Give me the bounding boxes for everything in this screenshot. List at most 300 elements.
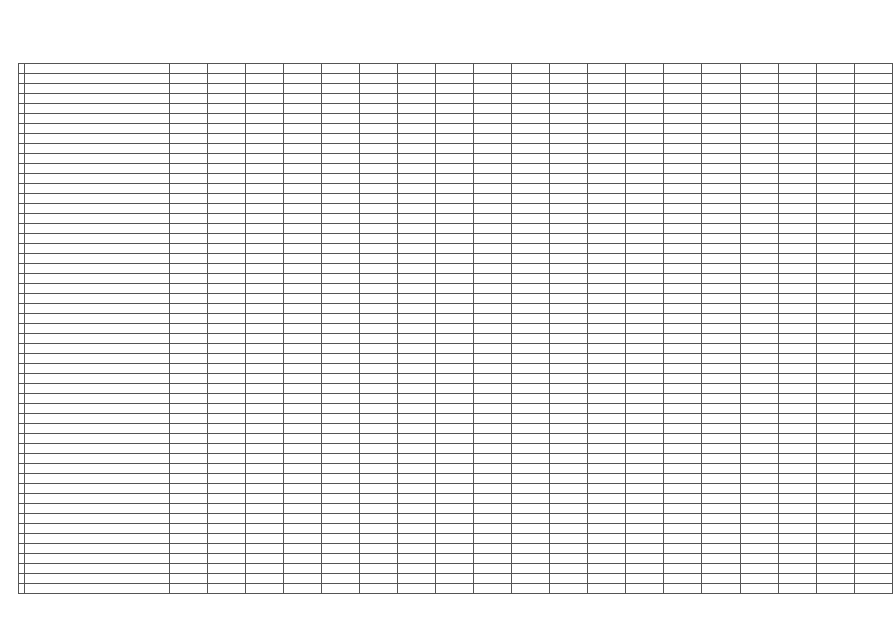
- table-cell: [550, 84, 588, 94]
- table-cell: [436, 124, 474, 134]
- table-cell: [207, 344, 245, 354]
- table-cell: [740, 294, 778, 304]
- table-row: [19, 364, 893, 374]
- column-number: [664, 64, 702, 74]
- table-cell: [626, 474, 664, 484]
- table-cell: [816, 74, 854, 84]
- table-cell: [245, 384, 283, 394]
- table-cell: [283, 304, 321, 314]
- table-cell: [436, 554, 474, 564]
- table-cell: [397, 324, 435, 334]
- table-cell: [512, 334, 550, 344]
- table-cell: [207, 334, 245, 344]
- table-cell: [359, 404, 397, 414]
- table-cell: [283, 114, 321, 124]
- table-cell: [512, 204, 550, 214]
- table-cell: [25, 554, 169, 564]
- table-cell: [816, 304, 854, 314]
- table-cell: [854, 294, 892, 304]
- table-cell: [359, 84, 397, 94]
- table-cell: [664, 214, 702, 224]
- table-cell: [321, 494, 359, 504]
- table-cell: [740, 454, 778, 464]
- table-cell: [207, 234, 245, 244]
- table-cell: [854, 384, 892, 394]
- table-cell: [664, 124, 702, 134]
- table-cell: [436, 384, 474, 394]
- table-cell: [245, 84, 283, 94]
- table-cell: [169, 224, 207, 234]
- table-cell: [778, 434, 816, 444]
- table-cell: [169, 564, 207, 574]
- table-cell: [25, 144, 169, 154]
- table-cell: [283, 544, 321, 554]
- table-cell: [397, 374, 435, 384]
- table-cell: [321, 194, 359, 204]
- table-cell: [702, 524, 740, 534]
- table-cell: [740, 484, 778, 494]
- table-cell: [283, 334, 321, 344]
- table-cell: [740, 184, 778, 194]
- table-cell: [25, 244, 169, 254]
- table-cell: [816, 464, 854, 474]
- table-cell: [397, 414, 435, 424]
- table-cell: [283, 324, 321, 334]
- table-row: [19, 484, 893, 494]
- table-cell: [854, 474, 892, 484]
- table-cell: [550, 134, 588, 144]
- table-cell: [474, 564, 512, 574]
- table-cell: [283, 164, 321, 174]
- column-number: [169, 64, 207, 74]
- table-cell: [626, 224, 664, 234]
- table-cell: [664, 394, 702, 404]
- table-cell: [816, 424, 854, 434]
- table-cell: [588, 484, 626, 494]
- table-cell: [245, 114, 283, 124]
- table-cell: [512, 234, 550, 244]
- table-cell: [436, 354, 474, 364]
- table-cell: [283, 194, 321, 204]
- table-cell: [25, 504, 169, 514]
- table-cell: [25, 514, 169, 524]
- table-cell: [550, 214, 588, 224]
- table-row: [19, 354, 893, 364]
- table-cell: [245, 404, 283, 414]
- table-cell: [588, 74, 626, 84]
- table-cell: [588, 514, 626, 524]
- table-cell: [245, 554, 283, 564]
- table-cell: [245, 574, 283, 584]
- table-cell: [740, 164, 778, 174]
- table-cell: [588, 184, 626, 194]
- table-cell: [664, 344, 702, 354]
- table-cell: [512, 114, 550, 124]
- table-cell: [702, 584, 740, 594]
- table-cell: [169, 74, 207, 84]
- table-cell: [436, 344, 474, 354]
- table-cell: [778, 234, 816, 244]
- table-cell: [359, 534, 397, 544]
- table-cell: [778, 84, 816, 94]
- table-cell: [245, 444, 283, 454]
- table-cell: [25, 154, 169, 164]
- table-cell: [283, 554, 321, 564]
- table-cell: [283, 434, 321, 444]
- table-cell: [169, 344, 207, 354]
- table-cell: [854, 414, 892, 424]
- table-cell: [25, 304, 169, 314]
- table-cell: [169, 464, 207, 474]
- table-cell: [207, 564, 245, 574]
- table-cell: [854, 264, 892, 274]
- table-cell: [512, 154, 550, 164]
- table-cell: [626, 444, 664, 454]
- table-cell: [588, 94, 626, 104]
- table-cell: [550, 294, 588, 304]
- table-cell: [588, 424, 626, 434]
- table-cell: [436, 574, 474, 584]
- table-cell: [550, 264, 588, 274]
- table-row: [19, 434, 893, 444]
- table-cell: [854, 104, 892, 114]
- table-cell: [359, 504, 397, 514]
- table-cell: [321, 524, 359, 534]
- table-row: [19, 314, 893, 324]
- table-cell: [778, 274, 816, 284]
- table-cell: [626, 254, 664, 264]
- table-cell: [436, 194, 474, 204]
- table-cell: [169, 384, 207, 394]
- table-cell: [512, 474, 550, 484]
- table-cell: [854, 284, 892, 294]
- table-cell: [740, 204, 778, 214]
- table-cell: [778, 374, 816, 384]
- table-cell: [626, 494, 664, 504]
- table-cell: [854, 204, 892, 214]
- table-cell: [359, 524, 397, 534]
- table-cell: [25, 494, 169, 504]
- table-row: [19, 214, 893, 224]
- table-cell: [740, 524, 778, 534]
- table-cell: [664, 524, 702, 534]
- table-cell: [854, 214, 892, 224]
- table-cell: [626, 154, 664, 164]
- table-cell: [245, 204, 283, 214]
- table-cell: [245, 304, 283, 314]
- table-row: [19, 454, 893, 464]
- table-cell: [245, 364, 283, 374]
- table-row: [19, 374, 893, 384]
- table-cell: [512, 544, 550, 554]
- table-row: [19, 304, 893, 314]
- table-cell: [550, 584, 588, 594]
- table-cell: [550, 94, 588, 104]
- table-cell: [169, 204, 207, 214]
- table-cell: [740, 374, 778, 384]
- table-cell: [740, 564, 778, 574]
- table-cell: [474, 474, 512, 484]
- table-cell: [512, 484, 550, 494]
- table-cell: [816, 294, 854, 304]
- table-cell: [664, 494, 702, 504]
- table-cell: [321, 324, 359, 334]
- table-cell: [245, 504, 283, 514]
- table-row: [19, 334, 893, 344]
- table-cell: [25, 114, 169, 124]
- table-cell: [550, 274, 588, 284]
- table-cell: [436, 144, 474, 154]
- table-cell: [626, 554, 664, 564]
- table-cell: [359, 164, 397, 174]
- table-cell: [359, 174, 397, 184]
- table-cell: [359, 394, 397, 404]
- table-cell: [397, 564, 435, 574]
- table-cell: [854, 274, 892, 284]
- table-cell: [321, 104, 359, 114]
- table-cell: [588, 584, 626, 594]
- table-cell: [283, 224, 321, 234]
- table-cell: [283, 214, 321, 224]
- table-cell: [25, 464, 169, 474]
- table-cell: [854, 74, 892, 84]
- table-cell: [207, 414, 245, 424]
- table-cell: [550, 244, 588, 254]
- table-cell: [169, 404, 207, 414]
- table-cell: [359, 114, 397, 124]
- table-cell: [207, 354, 245, 364]
- table-cell: [436, 204, 474, 214]
- table-cell: [436, 164, 474, 174]
- table-cell: [626, 264, 664, 274]
- table-cell: [359, 494, 397, 504]
- table-cell: [664, 354, 702, 364]
- table-cell: [436, 534, 474, 544]
- table-cell: [626, 544, 664, 554]
- table-cell: [245, 284, 283, 294]
- table-cell: [321, 174, 359, 184]
- table-row: [19, 94, 893, 104]
- table-cell: [25, 424, 169, 434]
- table-cell: [740, 404, 778, 414]
- table-cell: [245, 374, 283, 384]
- table-cell: [436, 564, 474, 574]
- table-cell: [664, 564, 702, 574]
- table-cell: [664, 584, 702, 594]
- table-cell: [397, 454, 435, 464]
- table-cell: [321, 284, 359, 294]
- table-cell: [321, 454, 359, 464]
- table-cell: [169, 574, 207, 584]
- table-cell: [702, 214, 740, 224]
- table-cell: [550, 544, 588, 554]
- table-cell: [588, 234, 626, 244]
- table-cell: [778, 244, 816, 254]
- table-cell: [702, 364, 740, 374]
- table-cell: [816, 114, 854, 124]
- table-cell: [207, 584, 245, 594]
- table-cell: [854, 504, 892, 514]
- table-cell: [359, 384, 397, 394]
- table-cell: [816, 314, 854, 324]
- table-cell: [474, 534, 512, 544]
- table-cell: [169, 134, 207, 144]
- table-cell: [474, 394, 512, 404]
- table-cell: [550, 224, 588, 234]
- table-cell: [816, 244, 854, 254]
- table-cell: [397, 554, 435, 564]
- table-cell: [25, 194, 169, 204]
- table-cell: [436, 154, 474, 164]
- table-cell: [854, 514, 892, 524]
- table-cell: [816, 264, 854, 274]
- table-cell: [626, 114, 664, 124]
- table-cell: [664, 314, 702, 324]
- table-cell: [245, 544, 283, 554]
- table-cell: [25, 204, 169, 214]
- table-cell: [778, 514, 816, 524]
- table-cell: [512, 174, 550, 184]
- table-cell: [474, 364, 512, 374]
- table-cell: [512, 84, 550, 94]
- table-cell: [854, 494, 892, 504]
- table-cell: [245, 264, 283, 274]
- table-cell: [740, 514, 778, 524]
- table-cell: [25, 564, 169, 574]
- table-cell: [397, 334, 435, 344]
- table-cell: [702, 244, 740, 254]
- table-cell: [626, 534, 664, 544]
- table-cell: [397, 514, 435, 524]
- table-row: [19, 74, 893, 84]
- table-cell: [436, 444, 474, 454]
- table-cell: [321, 164, 359, 174]
- table-cell: [854, 374, 892, 384]
- table-cell: [702, 374, 740, 384]
- table-cell: [664, 84, 702, 94]
- table-cell: [702, 224, 740, 234]
- table-cell: [702, 104, 740, 114]
- table-row: [19, 294, 893, 304]
- table-cell: [359, 354, 397, 364]
- table-cell: [512, 384, 550, 394]
- table-cell: [702, 234, 740, 244]
- table-cell: [397, 154, 435, 164]
- table-cell: [283, 354, 321, 364]
- table-cell: [816, 284, 854, 294]
- table-cell: [397, 194, 435, 204]
- table-cell: [550, 204, 588, 214]
- table-cell: [702, 474, 740, 484]
- table-cell: [816, 584, 854, 594]
- table-cell: [359, 244, 397, 254]
- table-cell: [512, 184, 550, 194]
- table-cell: [588, 304, 626, 314]
- table-cell: [626, 334, 664, 344]
- table-cell: [778, 574, 816, 584]
- table-cell: [321, 234, 359, 244]
- table-cell: [550, 74, 588, 84]
- table-cell: [245, 564, 283, 574]
- table-cell: [474, 444, 512, 454]
- table-cell: [816, 174, 854, 184]
- table-cell: [512, 324, 550, 334]
- table-cell: [550, 444, 588, 454]
- table-cell: [359, 334, 397, 344]
- table-cell: [588, 414, 626, 424]
- table-cell: [512, 344, 550, 354]
- table-cell: [474, 294, 512, 304]
- table-cell: [740, 464, 778, 474]
- table-cell: [664, 274, 702, 284]
- table-cell: [25, 524, 169, 534]
- table-cell: [25, 364, 169, 374]
- table-cell: [283, 234, 321, 244]
- table-cell: [169, 484, 207, 494]
- table-cell: [626, 164, 664, 174]
- table-cell: [245, 174, 283, 184]
- table-cell: [397, 404, 435, 414]
- table-row: [19, 494, 893, 504]
- table-cell: [207, 364, 245, 374]
- table-cell: [25, 544, 169, 554]
- table-cell: [702, 94, 740, 104]
- table-cell: [283, 404, 321, 414]
- table-cell: [588, 334, 626, 344]
- table-row: [19, 244, 893, 254]
- table-cell: [854, 564, 892, 574]
- table-cell: [512, 94, 550, 104]
- table-cell: [207, 494, 245, 504]
- table-cell: [816, 334, 854, 344]
- table-cell: [359, 324, 397, 334]
- table-cell: [740, 194, 778, 204]
- table-cell: [588, 264, 626, 274]
- table-cell: [854, 184, 892, 194]
- table-cell: [816, 434, 854, 444]
- table-cell: [778, 364, 816, 374]
- table-cell: [436, 464, 474, 474]
- table-cell: [626, 324, 664, 334]
- table-cell: [550, 384, 588, 394]
- table-cell: [25, 484, 169, 494]
- table-cell: [512, 264, 550, 274]
- table-cell: [816, 144, 854, 154]
- table-cell: [25, 134, 169, 144]
- table-row: [19, 574, 893, 584]
- table-cell: [740, 274, 778, 284]
- table-cell: [626, 294, 664, 304]
- table-cell: [854, 424, 892, 434]
- table-cell: [854, 484, 892, 494]
- table-cell: [512, 164, 550, 174]
- table-cell: [778, 464, 816, 474]
- table-row: [19, 114, 893, 124]
- table-cell: [550, 574, 588, 584]
- table-cell: [474, 324, 512, 334]
- table-cell: [854, 114, 892, 124]
- table-cell: [626, 84, 664, 94]
- table-cell: [778, 124, 816, 134]
- table-cell: [512, 124, 550, 134]
- table-cell: [816, 154, 854, 164]
- table-cell: [359, 184, 397, 194]
- table-cell: [321, 144, 359, 154]
- table-cell: [512, 464, 550, 474]
- table-cell: [778, 164, 816, 174]
- table-cell: [321, 504, 359, 514]
- table-cell: [169, 234, 207, 244]
